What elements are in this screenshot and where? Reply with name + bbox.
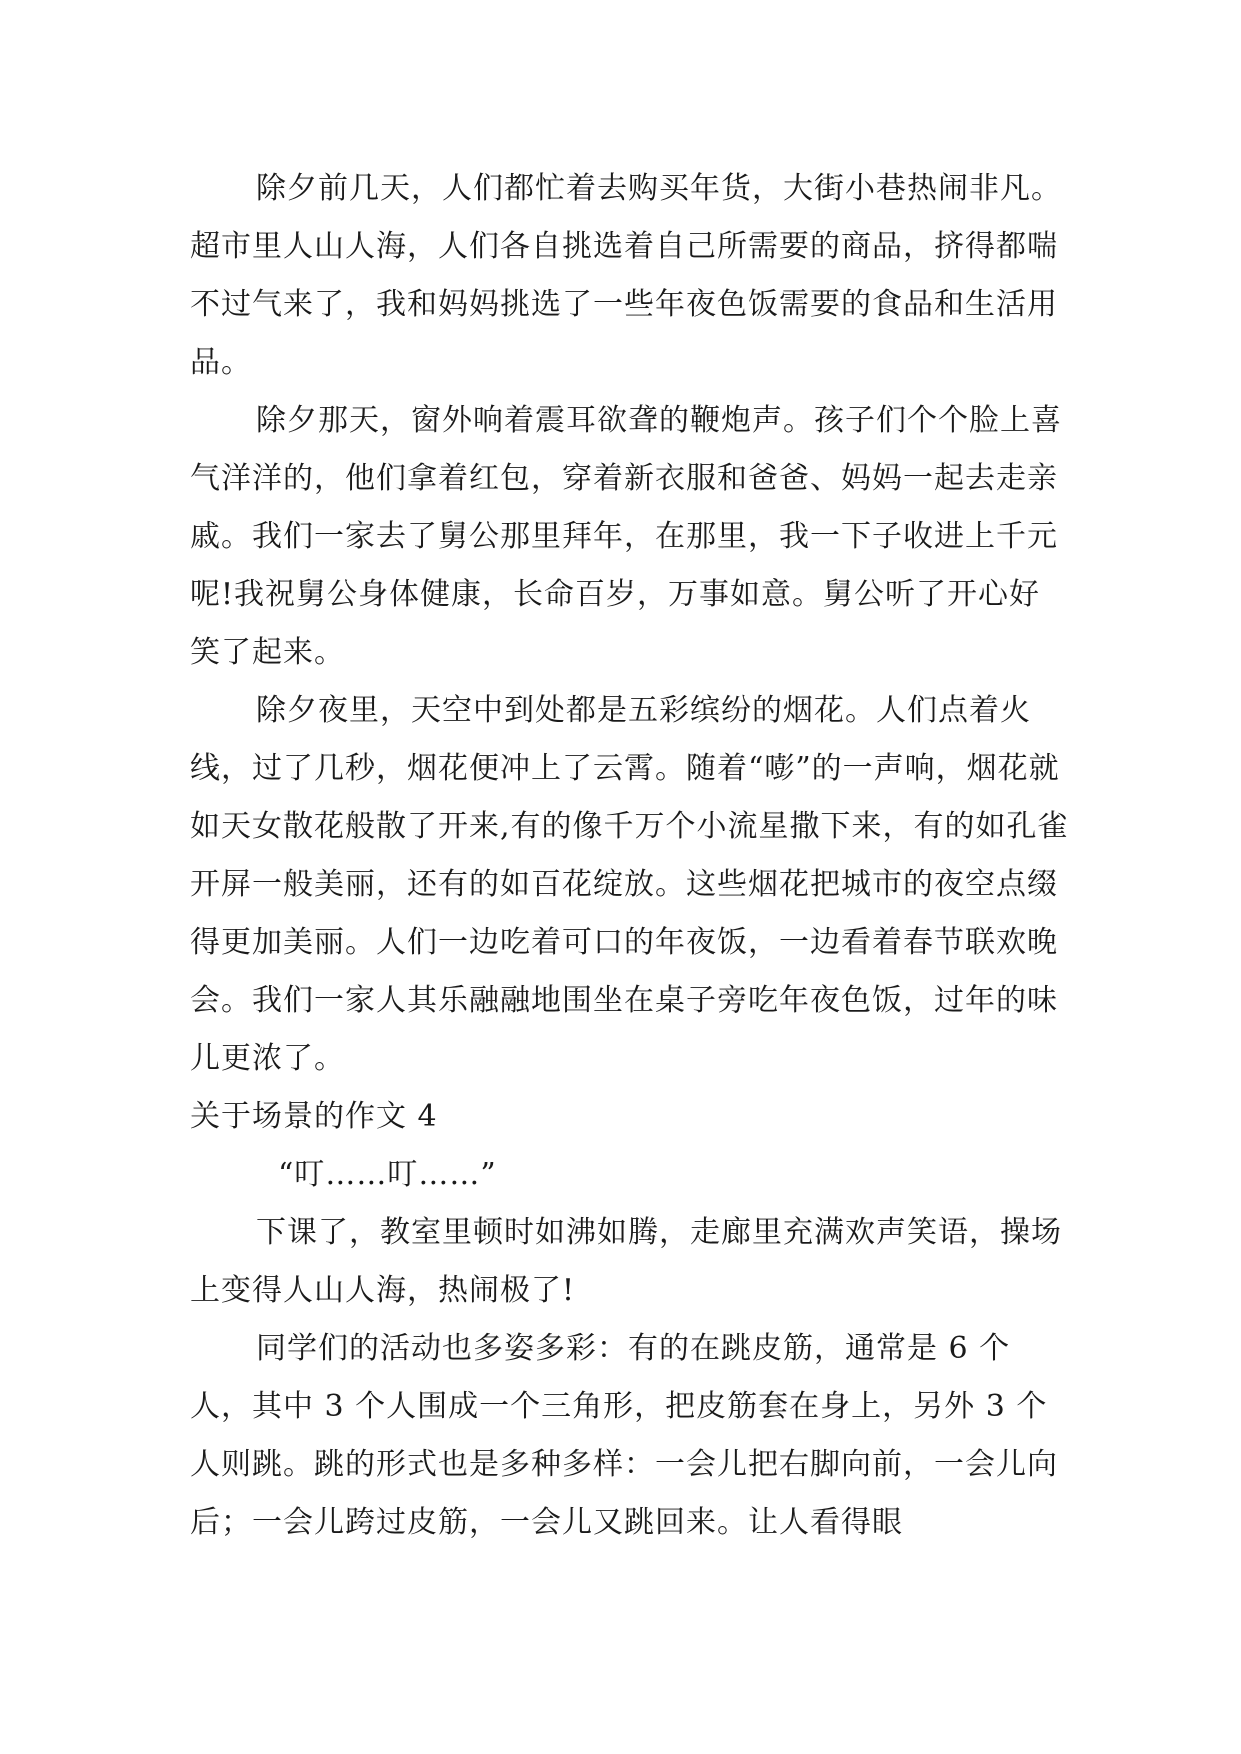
section-heading: 关于场景的作文 4 [190,1099,438,1134]
paragraph-activities: 同学们的活动也多姿多彩：有的在跳皮筋，通常是 6 个人，其中 3 个人围成一个三角形，把皮筋套在身上，另外 3 个人则跳。跳的形式也是多种多样：一会儿把右脚向前，一会儿向后；一会儿跨过皮筋，一会儿又跳回来。让人看得眼 [190,1331,1058,1540]
quote-line: “叮……叮……” [278,1157,497,1192]
paragraph-fireworks: 除夕夜里，天空中到处都是五彩缤纷的烟花。人们点着火线，过了几秒，烟花便冲上了云霄。随着“嘭”的一声响，烟花就如天女散花般散了开来,有的像千万个小流星撒下来，有的如孔雀开屏一般美丽，还有的如百花绽放。这些烟花把城市的夜空点缀得更加美丽。人们一边吃着可口的年夜饭，一边看着春节联欢晚会。我们一家人其乐融融地围坐在桌子旁吃年夜色饭，过年的味儿更浓了。 [190,693,1069,1076]
paragraph-new-year-eve-day: 除夕那天，窗外响着震耳欲聋的鞭炮声。孩子们个个脸上喜气洋洋的，他们拿着红包，穿着新衣服和爸爸、妈妈一起去走亲戚。我们一家去了舅公那里拜年，在那里，我一下子收进上千元呢!我祝舅公身体健康，长命百岁，万事如意。舅公听了开心好笑了起来。 [190,403,1062,670]
paragraph-recess: 下课了，教室里顿时如沸如腾，走廊里充满欢声笑语，操场上变得人山人海，热闹极了! [190,1215,1062,1308]
paragraph-shopping: 除夕前几天，人们都忙着去购买年货，大街小巷热闹非凡。超市里人山人海，人们各自挑选着自己所需要的商品，挤得都喘不过气来了，我和妈妈挑选了一些年夜色饭需要的食品和生活用品。 [190,171,1062,380]
document-body [190,160,1070,1552]
